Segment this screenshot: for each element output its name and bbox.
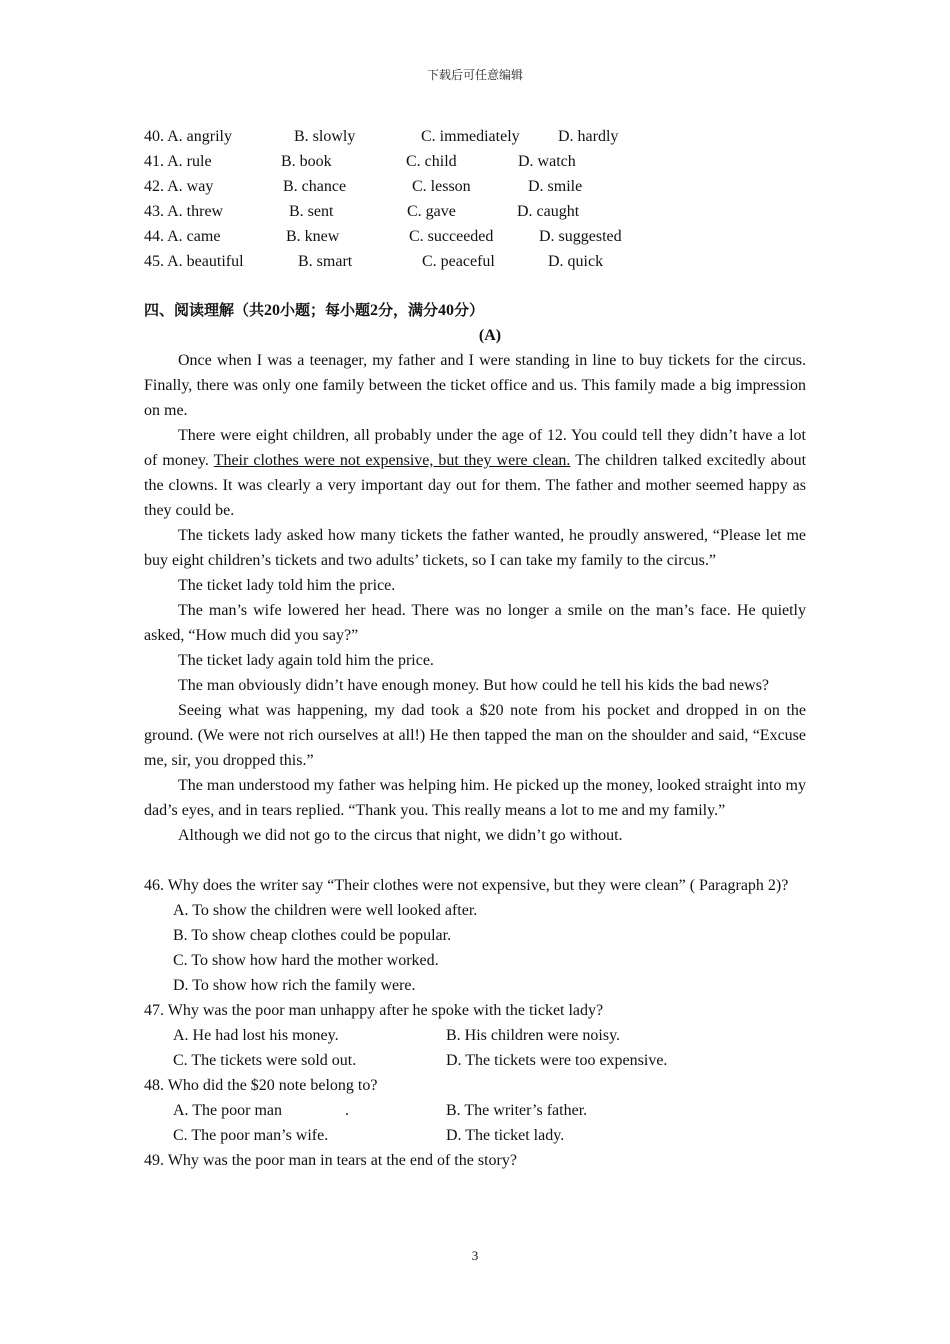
passage-paragraph-2: [144, 423, 806, 523]
option-c: C. gave: [407, 203, 456, 220]
question-47-option-b: B. His children were noisy.: [446, 1027, 621, 1044]
question-46: 46. Why does the writer say “Their clothes were not expensive, but they were clean” ( Paragraph 2)?: [144, 877, 789, 894]
section-question-count: 20: [264, 302, 281, 319]
section-title-post: 分）: [454, 301, 485, 319]
question-47-option-c: C. The tickets were sold out.: [173, 1052, 357, 1069]
question-46-option-a: A. To show the children were well looked after.: [173, 902, 478, 919]
question-47: 47. Why was the poor man unhappy after he spoke with the ticket lady?: [144, 1002, 604, 1019]
passage-paragraph-7: The man obviously didn’t have enough money. But how could he tell his kids the bad news?: [178, 677, 770, 694]
spacer: [144, 848, 806, 873]
question-48-option-d: D. The ticket lady.: [446, 1127, 565, 1144]
passage-paragraph-8: Seeing what was happening, my dad took a $20 note from his pocket and dropped in on the ground. (We were not rich ourselves at all!) He then tapped the man on the shoulder and said, “Excuse me, sir, you dropped this.”: [144, 702, 806, 769]
question-48-option-a: A. The poor man: [173, 1102, 283, 1119]
option-row-41: [144, 149, 806, 174]
section-title: [144, 298, 806, 323]
paragraph-2-text-a: There were eight children, all probably under the age of 12. You could tell they didn’t have a lot of money.: [144, 427, 806, 469]
page-header: 下载后可任意编辑: [426, 68, 523, 82]
option-row-40: [144, 124, 806, 149]
section-total-points: 40: [438, 302, 455, 319]
passage-paragraph-10: Although we did not go to the circus that night, we didn’t go without.: [178, 827, 623, 844]
option-b: B. book: [281, 153, 332, 170]
section-title-pre: 四、阅读理解（共: [144, 301, 265, 319]
page-number: 3: [471, 1248, 479, 1263]
passage-paragraph-5: The man’s wife lowered her head. There was no longer a smile on the man’s face. He quietly asked, “How much did you say?”: [144, 602, 806, 644]
question-46-option-c: C. To show how hard the mother worked.: [173, 952, 439, 969]
option-row-43: [144, 199, 806, 224]
question-49: 49. Why was the poor man in tears at the end of the story?: [144, 1152, 517, 1169]
option-a: 40. A. angrily: [144, 128, 232, 145]
question-48-option-b: B. The writer’s father.: [446, 1102, 588, 1119]
question-48-option-c: C. The poor man’s wife.: [173, 1127, 329, 1144]
question-46-option-b: B. To show cheap clothes could be popular.: [173, 927, 452, 944]
option-c: C. succeeded: [409, 228, 494, 245]
question-48-option-a-period: .: [345, 1102, 349, 1119]
paragraph-2-text-b: The children talked excitedly about the clowns. It was clearly a very important day out for them. The father and mother seemed happy as they could be.: [144, 452, 807, 519]
passage-paragraph-3: The tickets lady asked how many tickets the father wanted, he proudly answered, “Please let me buy eight children’s tickets and two adults’ tickets, so I can take my family to the circus.”: [144, 527, 806, 569]
passage-paragraph-6: The ticket lady again told him the price.: [178, 652, 434, 669]
question-47-option-d: D. The tickets were too expensive.: [446, 1052, 668, 1069]
option-row-45: [144, 249, 806, 274]
passage-paragraph-9: The man understood my father was helping him. He picked up the money, looked straight into my dad’s eyes, and in tears replied. “Thank you. This really means a lot to me and my family.”: [144, 777, 806, 819]
passage-label: (A): [478, 327, 502, 344]
option-d: D. hardly: [558, 128, 619, 145]
question-46-option-d: D. To show how rich the family were.: [173, 977, 416, 994]
question-47-option-a: A. He had lost his money.: [173, 1027, 339, 1044]
question-48: 48. Who did the $20 note belong to?: [144, 1077, 378, 1094]
option-row-44: [144, 224, 806, 249]
question-48-options-row-2: [144, 1123, 806, 1148]
option-d: D. watch: [518, 153, 576, 170]
option-c: C. lesson: [412, 178, 471, 195]
passage-paragraph-4: The ticket lady told him the price.: [178, 577, 396, 594]
option-b: B. knew: [286, 228, 340, 245]
question-47-options-row-1: [144, 1023, 806, 1048]
option-d: D. quick: [548, 253, 604, 270]
option-c: C. immediately: [421, 128, 520, 145]
option-b: B. sent: [289, 203, 334, 220]
underlined-sentence: Their clothes were not expensive, but they were clean.: [213, 452, 571, 469]
option-a: 44. A. came: [144, 228, 221, 245]
question-47-options-row-2: [144, 1048, 806, 1073]
page-content: [144, 124, 806, 1173]
option-d: D. caught: [517, 203, 580, 220]
section-title-mid2: 分，满分: [378, 301, 439, 319]
option-c: C. peaceful: [422, 253, 495, 270]
option-row-42: [144, 174, 806, 199]
passage-paragraph-1: Once when I was a teenager, my father and I were standing in line to buy tickets for the circus. Finally, there was only one family between the ticket office and us. This family made a big impression on me.: [144, 352, 806, 419]
option-b: B. smart: [298, 253, 353, 270]
option-b: B. chance: [283, 178, 347, 195]
option-c: C. child: [406, 153, 457, 170]
section-points-each: 2: [370, 302, 379, 319]
option-d: D. suggested: [539, 228, 622, 245]
section-title-mid1: 小题；每小题: [280, 301, 371, 319]
option-a: 42. A. way: [144, 178, 214, 195]
option-a: 43. A. threw: [144, 203, 224, 220]
option-b: B. slowly: [294, 128, 356, 145]
question-48-options-row-1: [144, 1098, 806, 1123]
option-a: 41. A. rule: [144, 153, 212, 170]
option-d: D. smile: [528, 178, 583, 195]
option-a: 45. A. beautiful: [144, 253, 244, 270]
